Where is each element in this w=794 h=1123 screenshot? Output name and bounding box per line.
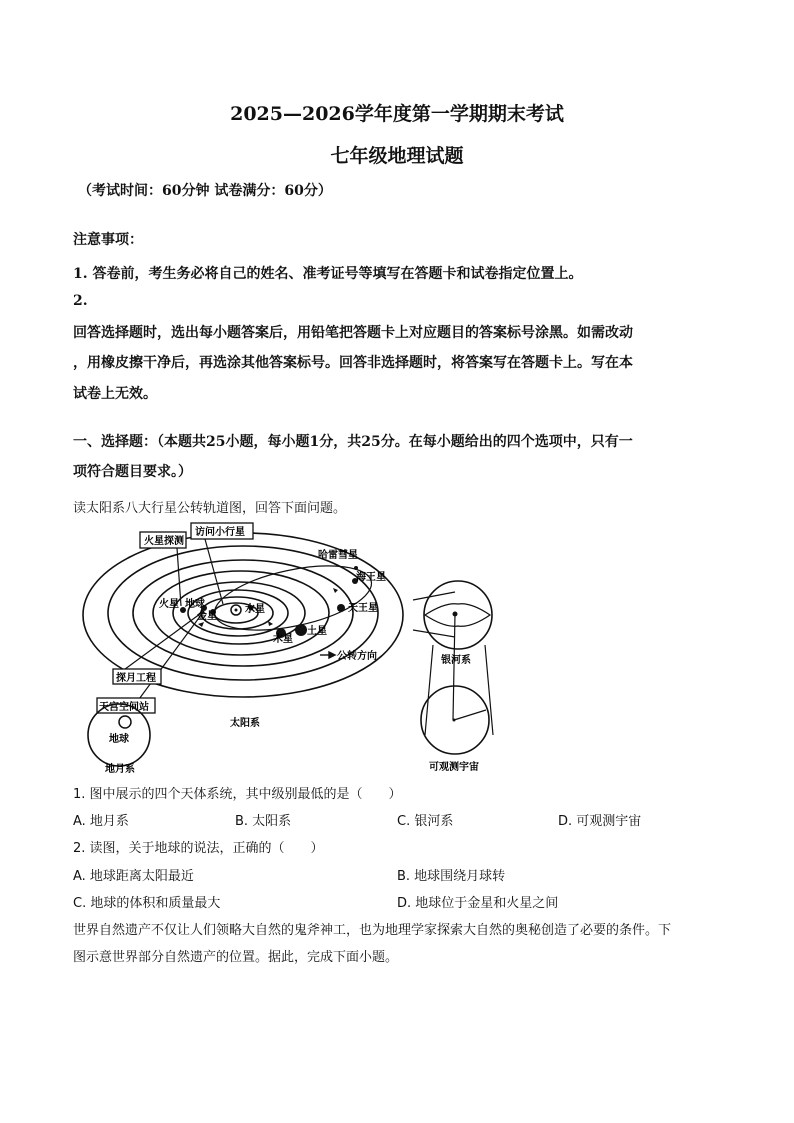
notice-item-2-line-1: 回答选择题时，选出每小题答案后，用铅笔把答题卡上对应题目的答案标号涂黑。如需改动 bbox=[73, 325, 633, 341]
exam-info: （考试时间：60分钟 试卷满分：60分） bbox=[78, 183, 332, 199]
label-earth: 地球 bbox=[185, 599, 205, 610]
label-jupiter: 木星 bbox=[273, 634, 293, 645]
label-galaxy: 银河系 bbox=[441, 655, 471, 666]
label-tiangong: 天宫空间站 bbox=[99, 702, 149, 713]
label-mercury: 水星 bbox=[245, 604, 265, 615]
exam-subtitle: 七年级地理试题 bbox=[330, 145, 464, 167]
question-intro-2-line-1: 世界自然遗产不仅让人们领略大自然的鬼斧神工，也为地理学家探索大自然的奥秘创造了必要的条件。下 bbox=[73, 923, 672, 938]
revolution-arrow-icon bbox=[320, 652, 335, 658]
label-uranus: 天王星 bbox=[348, 603, 378, 614]
halley-dot bbox=[354, 566, 358, 570]
q1-option-b[interactable]: B. 太阳系 bbox=[235, 814, 292, 829]
question-intro-1: 读太阳系八大行星公转轨道图，回答下面问题。 bbox=[73, 501, 347, 516]
q2-option-a[interactable]: A. 地球距离太阳最近 bbox=[73, 869, 194, 884]
solar-system-diagram bbox=[73, 520, 503, 775]
notice-item-1: 1. 答卷前，考生务必将自己的姓名、准考证号等填写在答题卡和试卷指定位置上。 bbox=[73, 266, 583, 282]
label-mars: 火星 bbox=[159, 599, 179, 610]
label-earth-moon-system: 地月系 bbox=[105, 764, 135, 775]
label-earth-2: 地球 bbox=[109, 734, 129, 745]
label-revolution-direction: 公转方向 bbox=[337, 651, 377, 662]
uranus-dot bbox=[337, 604, 345, 612]
sun-icon bbox=[231, 605, 241, 615]
label-neptune: 海王星 bbox=[356, 572, 386, 583]
label-saturn: 土星 bbox=[307, 626, 327, 637]
exam-title: 2025—2026学年度第一学期期末考试 bbox=[230, 103, 564, 125]
notice-heading: 注意事项： bbox=[73, 232, 143, 248]
notice-item-2-number: 2. bbox=[73, 293, 88, 309]
label-solar-system: 太阳系 bbox=[230, 718, 260, 729]
saturn-dot bbox=[295, 624, 307, 636]
orbit-6 bbox=[133, 560, 353, 666]
label-mars-probe: 火星探测 bbox=[144, 536, 184, 547]
label-observable-universe: 可观测宇宙 bbox=[429, 762, 479, 773]
section-1-heading-cont: 项符合题目要求。） bbox=[73, 464, 192, 480]
question-intro-2-line-2: 图示意世界部分自然遗产的位置。据此，完成下面小题。 bbox=[73, 950, 399, 965]
notice-item-2-line-3: 试卷上无效。 bbox=[73, 386, 157, 402]
label-halley: 哈雷彗星 bbox=[318, 550, 358, 561]
q2-option-b[interactable]: B. 地球围绕月球转 bbox=[397, 869, 506, 884]
label-lunar-program: 探月工程 bbox=[116, 673, 156, 684]
q1-option-c[interactable]: C. 银河系 bbox=[397, 814, 454, 829]
q1-option-d[interactable]: D. 可观测宇宙 bbox=[558, 814, 642, 829]
observable-universe-icon bbox=[421, 686, 489, 754]
notice-item-2-line-2: ，用橡皮擦干净后，再选涂其他答案标号。回答非选择题时，将答案写在答题卡上。写在本 bbox=[73, 355, 633, 371]
label-venus: 金星 bbox=[197, 611, 217, 622]
q1-option-a[interactable]: A. 地月系 bbox=[73, 814, 129, 829]
q1-stem: 1. 图中展示的四个天体系统，其中级别最低的是（ ） bbox=[73, 787, 402, 802]
q2-option-d[interactable]: D. 地球位于金星和火星之间 bbox=[397, 896, 559, 911]
q2-stem: 2. 读图，关于地球的说法，正确的（ ） bbox=[73, 841, 324, 856]
label-asteroid-visit: 访问小行星 bbox=[195, 527, 245, 538]
section-1-heading: 一、选择题：（本题共25小题，每小题1分，共25分。在每小题给出的四个选项中，只有一 bbox=[73, 434, 633, 450]
q2-option-c[interactable]: C. 地球的体积和质量最大 bbox=[73, 896, 221, 911]
galaxy-icon bbox=[424, 581, 492, 649]
